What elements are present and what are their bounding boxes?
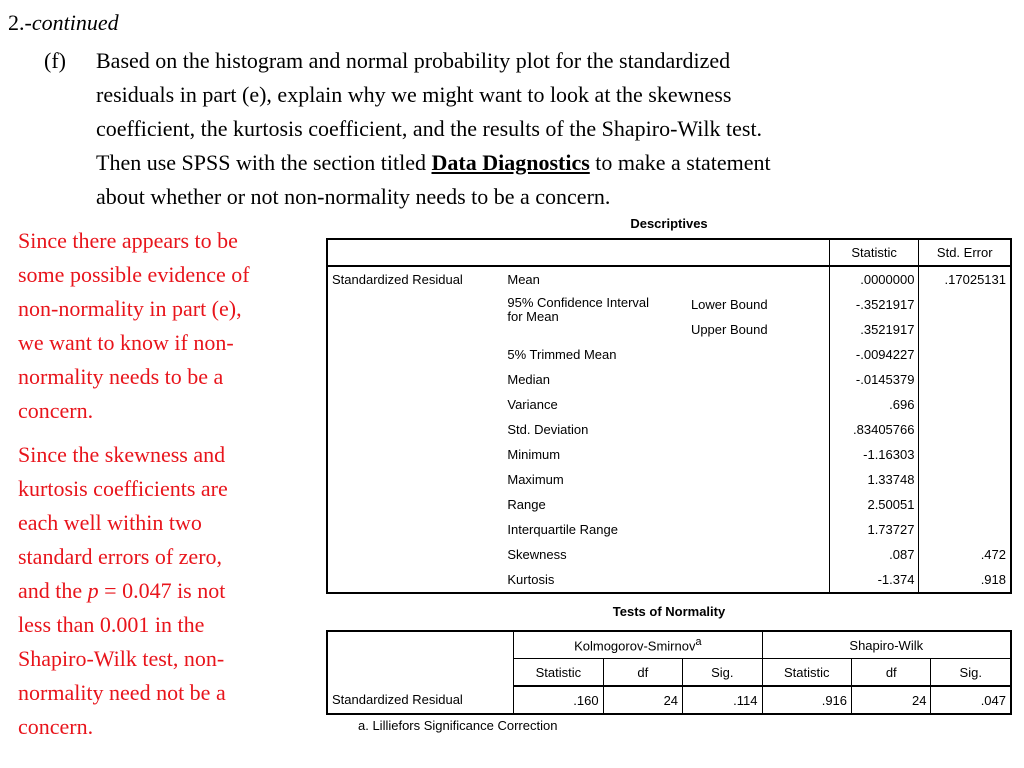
question-line-2: residuals in part (e), explain why we might want to look at the skewness bbox=[96, 82, 732, 107]
answer-p-pre: and the bbox=[18, 578, 88, 603]
question-line-4 bbox=[96, 146, 996, 180]
ks-df: 24 bbox=[603, 686, 682, 714]
table-row bbox=[327, 266, 1011, 292]
col-header: Sig. bbox=[683, 659, 762, 687]
normality-group-header-row bbox=[327, 631, 1011, 659]
answer-line: concern. bbox=[18, 714, 94, 739]
ks-footnote-marker: a bbox=[695, 636, 702, 649]
table-row bbox=[327, 517, 1011, 542]
answer-line: normality needs to be a bbox=[18, 364, 224, 389]
table-row bbox=[327, 467, 1011, 492]
question-line-5: about whether or not non-normality needs to be a concern. bbox=[96, 184, 611, 209]
table-row bbox=[327, 542, 1011, 567]
table-row bbox=[327, 292, 1011, 317]
answer-line: each well within two bbox=[18, 510, 202, 535]
stat-value: -1.374 bbox=[829, 567, 919, 593]
section-number: 2.- bbox=[8, 10, 32, 35]
sw-sig: .047 bbox=[931, 686, 1011, 714]
row-label: Minimum bbox=[507, 447, 561, 462]
table-row bbox=[327, 442, 1011, 467]
ks-sig: .114 bbox=[683, 686, 762, 714]
question-line-1: Based on the histogram and normal probability plot for the standardized bbox=[96, 48, 731, 73]
table-row bbox=[327, 392, 1011, 417]
stat-value: .83405766 bbox=[829, 417, 919, 442]
std-error-header: Std. Error bbox=[919, 239, 1011, 266]
answer-line: Since there appears to be bbox=[18, 228, 238, 253]
answer-line: concern. bbox=[18, 398, 94, 423]
row-label: Std. Deviation bbox=[507, 422, 589, 437]
stat-value: -.0145379 bbox=[829, 367, 919, 392]
question-part-label: (f) bbox=[44, 48, 66, 73]
answer-line: normality need not be a bbox=[18, 680, 226, 705]
stat-value: -1.16303 bbox=[829, 442, 919, 467]
stat-value: 1.73727 bbox=[829, 517, 919, 542]
sw-df: 24 bbox=[852, 686, 931, 714]
descriptives-table bbox=[326, 238, 1012, 594]
row-label: Mean bbox=[507, 272, 540, 287]
row-label: Variance bbox=[507, 397, 558, 412]
row-label: Upper Bound bbox=[690, 322, 768, 337]
col-header: df bbox=[603, 659, 682, 687]
answer-text bbox=[18, 224, 323, 744]
answer-line: Since the skewness and bbox=[18, 442, 226, 467]
col-header: df bbox=[852, 659, 931, 687]
table-row bbox=[327, 567, 1011, 593]
normality-footnote: a. Lilliefors Significance Correction bbox=[358, 718, 558, 733]
ci-label-line-1: 95% Confidence Interval bbox=[507, 295, 650, 310]
stat-value: 2.50051 bbox=[829, 492, 919, 517]
ks-header-text: Kolmogorov-Smirnov bbox=[574, 638, 696, 654]
p-symbol: p bbox=[87, 578, 99, 603]
row-label: 5% Trimmed Mean bbox=[507, 347, 617, 362]
answer-line: standard errors of zero, bbox=[18, 544, 223, 569]
table-row bbox=[327, 417, 1011, 442]
section-continued-label: continued bbox=[31, 10, 119, 35]
stat-value: -.0094227 bbox=[829, 342, 919, 367]
stat-value: .087 bbox=[829, 542, 919, 567]
paragraph-gap bbox=[18, 428, 323, 438]
se-value: .918 bbox=[919, 567, 1011, 593]
descriptives-title: Descriptives bbox=[630, 216, 708, 231]
row-label: Maximum bbox=[507, 472, 564, 487]
row-label: Standardized Residual bbox=[327, 686, 514, 714]
answer-line-p-value bbox=[18, 574, 323, 608]
answer-line: non-normality in part (e), bbox=[18, 296, 242, 321]
col-header: Sig. bbox=[931, 659, 1011, 687]
question-line-4-post: to make a statement bbox=[589, 150, 771, 175]
ci-label bbox=[503, 292, 687, 342]
se-value: .472 bbox=[919, 542, 1011, 567]
col-header: Statistic bbox=[762, 659, 852, 687]
ks-statistic: .160 bbox=[514, 686, 604, 714]
answer-line: we want to know if non- bbox=[18, 330, 234, 355]
question-text bbox=[96, 44, 996, 214]
statistic-header: Statistic bbox=[829, 239, 919, 266]
stat-value: .0000000 bbox=[829, 266, 919, 292]
answer-p-post: = 0.047 is not bbox=[98, 578, 226, 603]
variable-label: Standardized Residual bbox=[332, 272, 463, 287]
stat-value: 1.33748 bbox=[829, 467, 919, 492]
stat-value: .696 bbox=[829, 392, 919, 417]
descriptives-header-row bbox=[327, 239, 1011, 266]
row-label: Range bbox=[507, 497, 546, 512]
table-row bbox=[327, 492, 1011, 517]
data-diagnostics-title: Data Diagnostics bbox=[431, 150, 590, 175]
stat-value: -.3521917 bbox=[829, 292, 919, 317]
normality-title: Tests of Normality bbox=[612, 604, 726, 619]
row-label: Median bbox=[507, 372, 551, 387]
answer-line: less than 0.001 in the bbox=[18, 612, 205, 637]
row-label: Kurtosis bbox=[507, 572, 555, 587]
row-label: Interquartile Range bbox=[507, 522, 618, 537]
se-value: .17025131 bbox=[919, 266, 1011, 292]
section-heading bbox=[8, 10, 119, 36]
question-line-4-pre: Then use SPSS with the section titled bbox=[96, 150, 432, 175]
ci-label-line-2: for Mean bbox=[507, 309, 559, 324]
sw-statistic: .916 bbox=[762, 686, 852, 714]
answer-line: kurtosis coefficients are bbox=[18, 476, 228, 501]
table-row bbox=[327, 686, 1011, 714]
row-label: Skewness bbox=[507, 547, 567, 562]
answer-line: Shapiro-Wilk test, non- bbox=[18, 646, 225, 671]
normality-table bbox=[326, 630, 1012, 715]
col-header: Statistic bbox=[514, 659, 604, 687]
row-label: Lower Bound bbox=[690, 297, 768, 312]
stat-value: .3521917 bbox=[829, 317, 919, 342]
table-row bbox=[327, 367, 1011, 392]
sw-header: Shapiro-Wilk bbox=[762, 631, 1011, 659]
ks-header bbox=[514, 631, 762, 659]
table-row bbox=[327, 342, 1011, 367]
answer-line: some possible evidence of bbox=[18, 262, 250, 287]
question-line-3: coefficient, the kurtosis coefficient, and the results of the Shapiro-Wilk test. bbox=[96, 116, 763, 141]
